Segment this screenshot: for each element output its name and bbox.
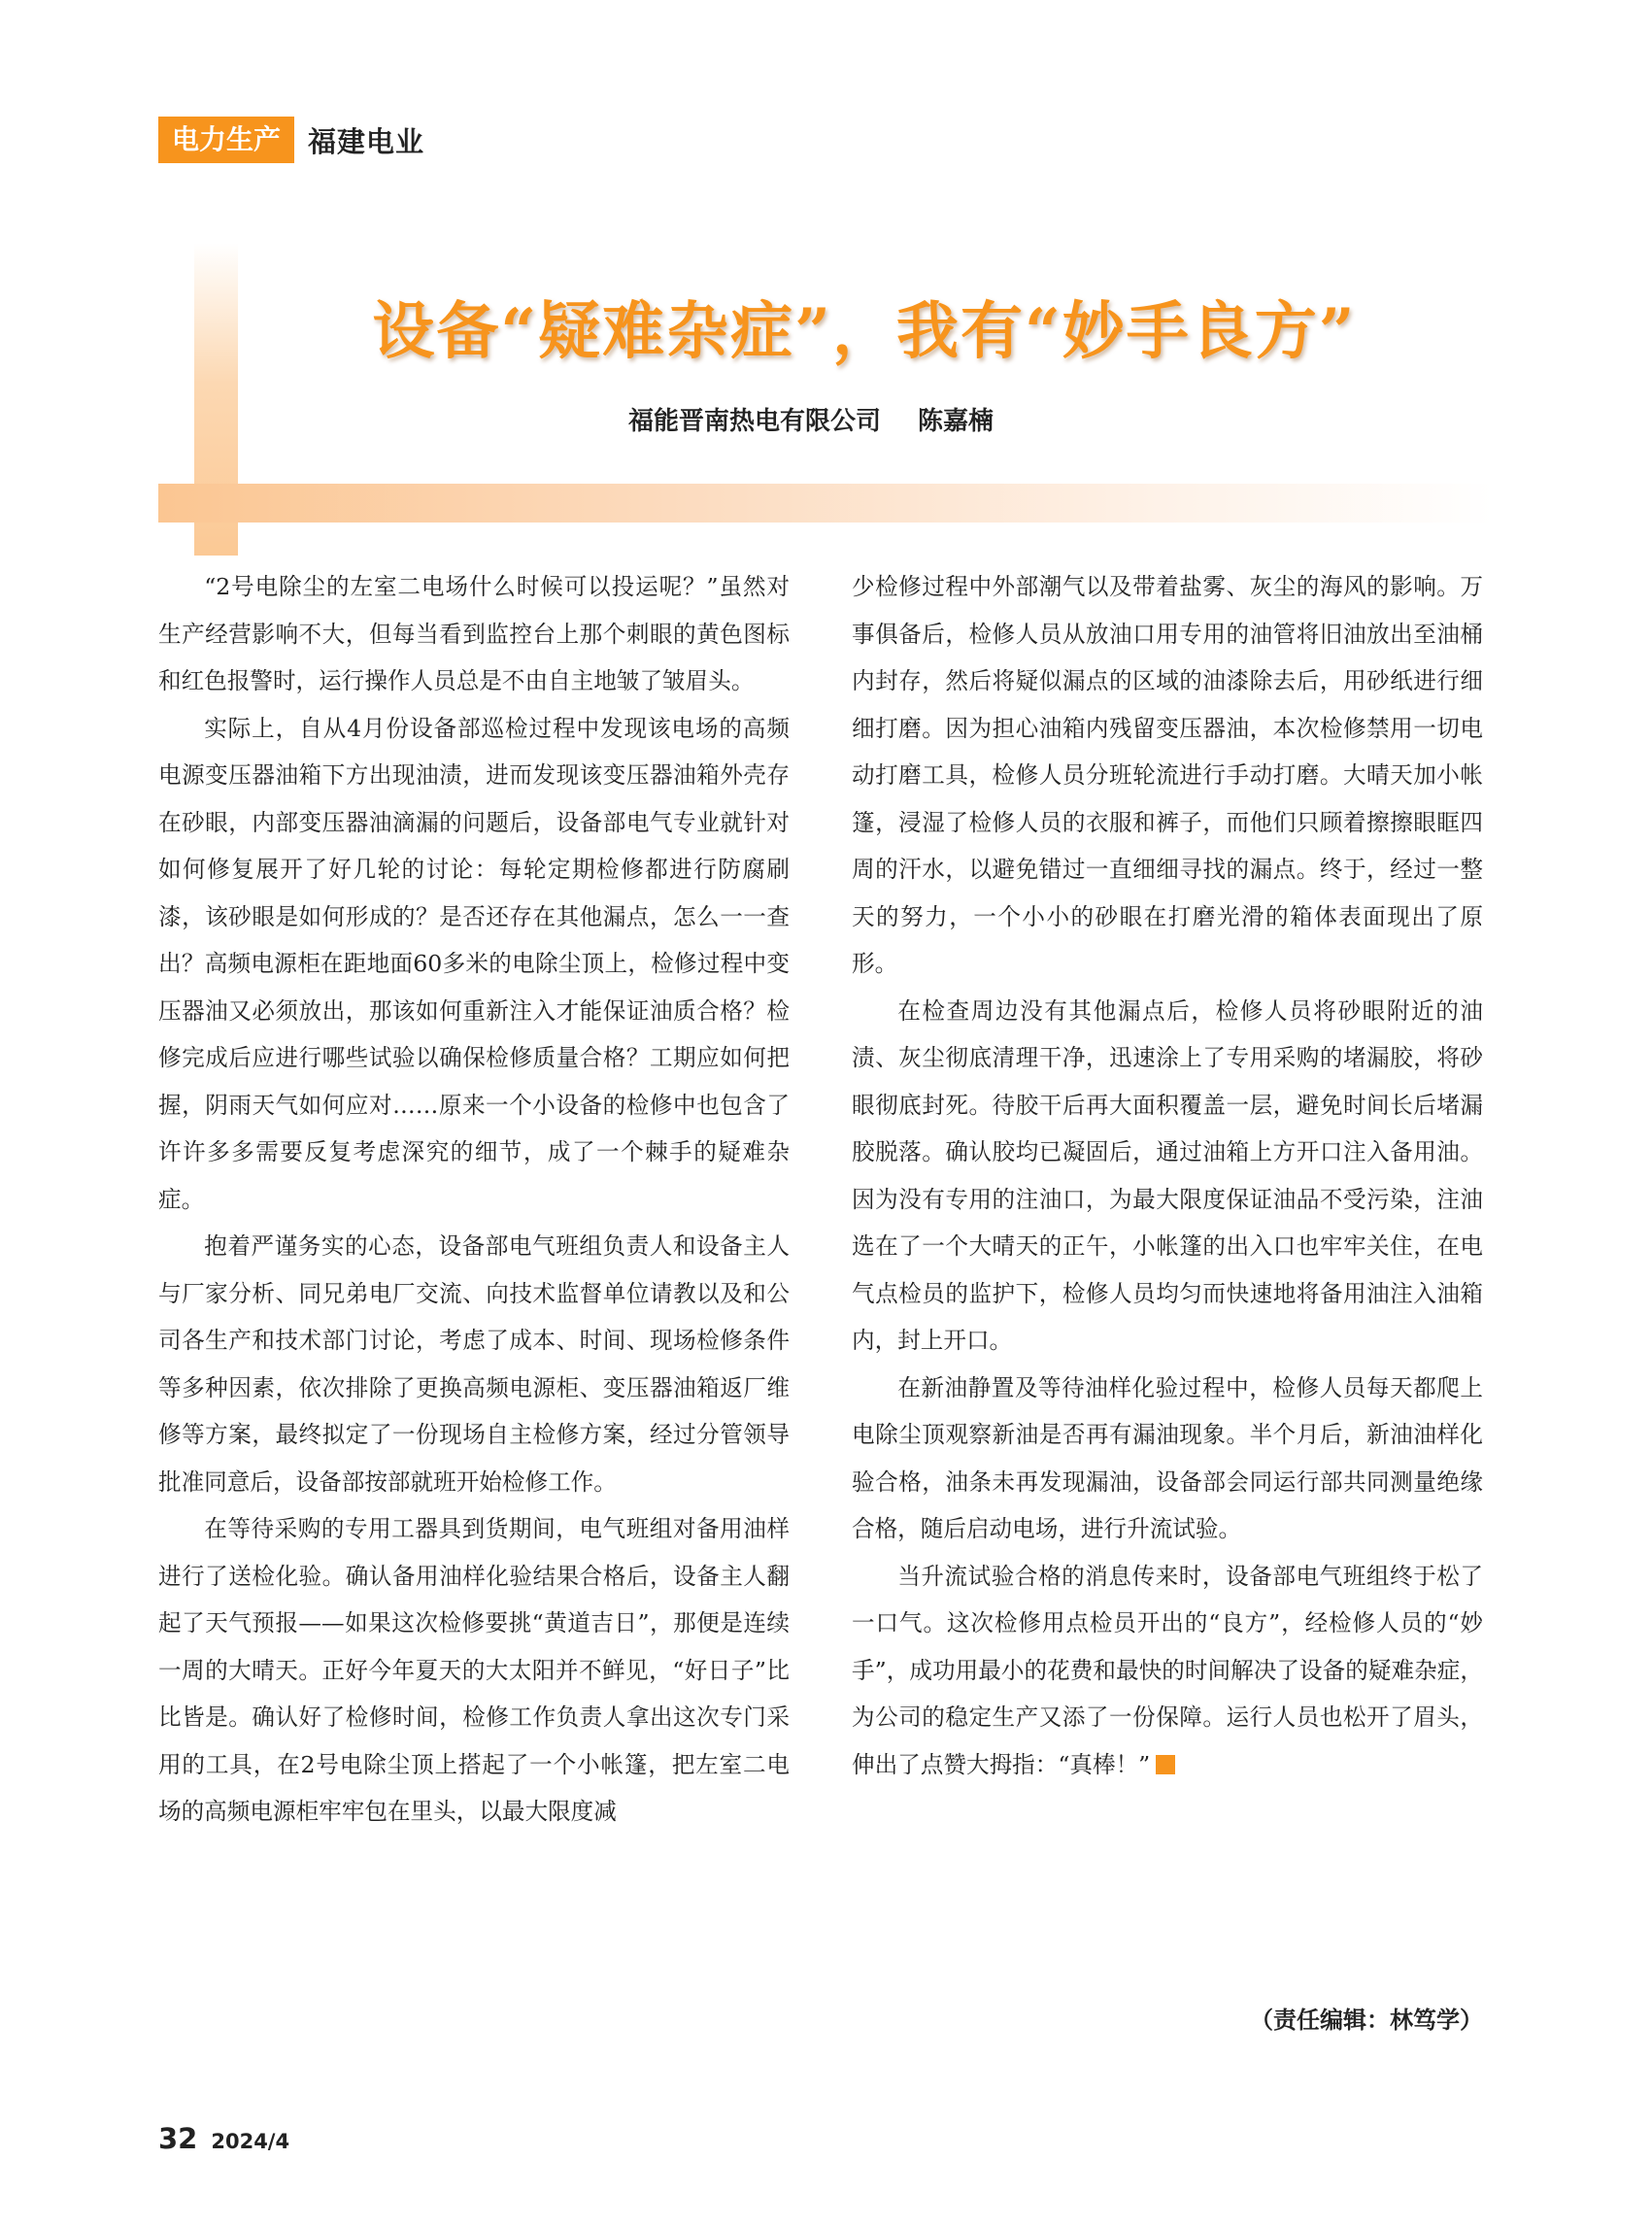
journal-name: 福建电业 (308, 124, 425, 158)
editor-note: （责任编辑：林笃学） (1250, 2007, 1483, 2034)
section-header (158, 117, 424, 163)
author-company: 福能晋南热电有限公司 (627, 407, 881, 436)
body-paragraph: 在等待采购的专用工器具到货期间，电气班组对备用油样进行了送检化验。确认备用油样化验结果合格后，设备主人翻起了天气预报——如果这次检修要挑“黄道吉日”，那便是连续一周的大晴天。正好今年夏天的大太阳并不鲜见，“好日子”比比皆是。确认好了检修时间，检修工作负责人拿出这次专门采用的工具，在2号电除尘顶上搭起了一个小帐篷，把左室二电场的高频电源柜牢牢包在里头，以最大限度减 (158, 1515, 790, 1825)
body-paragraph: 实际上，自从4月份设备部巡检过程中发现该电场的高频电源变压器油箱下方出现油渍，进而发现该变压器油箱外壳存在砂眼，内部变压器油滴漏的问题后，设备部电气专业就针对如何修复展开了好几轮的讨论：每轮定期检修都进行防腐刷漆，该砂眼是如何形成的？是否还存在其他漏点，怎么一一查出？高频电源柜在距地面60多米的电除尘顶上，检修过程中变压器油又必须放出，那该如何重新注入才能保证油质合格？检修完成后应进行哪些试验以确保检修质量合格？工期应如何把握，阴雨天气如何应对……原来一个小设备的检修中也包含了许许多多需要反复考虑深究的细节，成了一个棘手的疑难杂症。 (158, 714, 790, 1213)
author-name: 陈嘉楠 (918, 407, 995, 436)
body-paragraph: 抱着严谨务实的心态，设备部电气班组负责人和设备主人与厂家分析、同兄弟电厂交流、向技术监督单位请教以及和公司各生产和技术部门讨论，考虑了成本、时间、现场检修条件等多种因素，依次排除了更换高频电源柜、变压器油箱返厂维修等方案，最终拟定了一份现场自主检修方案，经过分管领导批准同意后，设备部按部就班开始检修工作。 (158, 1232, 790, 1496)
article-byline (291, 401, 1331, 437)
body-paragraph: 在检查周边没有其他漏点后，检修人员将砂眼附近的油渍、灰尘彻底清理干净，迅速涂上了专用采购的堵漏胶，将砂眼彻底封死。待胶干后再大面积覆盖一层，避免时间长后堵漏胶脱落。确认胶均已凝固后，通过油箱上方开口注入备用油。因为没有专用的注油口，为最大限度保证油品不受污染，注油选在了一个大晴天的正午，小帐篷的出入口也牢牢关住，在电气点检员的监护下，检修人员均匀而快速地将备用油注入油箱内，封上开口。 (852, 996, 1483, 1354)
section-tag: 电力生产 (158, 117, 294, 163)
body-paragraph-final (852, 1553, 1483, 1789)
body-column-right (852, 563, 1483, 1788)
decorative-horizontal-band (158, 484, 1494, 523)
body-paragraph-continued: 少检修过程中外部潮气以及带着盐雾、灰尘的海风的影响。万事俱备后，检修人员从放油口用专用的油管将旧油放出至油桶内封存，然后将疑似漏点的区域的油漆除去后，用砂纸进行细细打磨。因为担心油箱内残留变压器油，本次检修禁用一切电动打磨工具，检修人员分班轮流进行手动打磨。大晴天加小帐篷，浸湿了检修人员的衣服和裤子，而他们只顾着擦擦眼眶四周的汗水，以避免错过一直细细寻找的漏点。终于，经过一整天的努力，一个小小的砂眼在打磨光滑的箱体表面现出了原形。 (852, 573, 1483, 977)
body-paragraph: 在新油静置及等待油样化验过程中，检修人员每天都爬上电除尘顶观察新油是否再有漏油现象。半个月后，新油油样化验合格，油条未再发现漏油，设备部会同运行部共同测量绝缘合格，随后启动电场，进行升流试验。 (852, 1373, 1483, 1542)
page-footer (158, 2122, 289, 2155)
page-number: 32 (158, 2122, 198, 2155)
body-column-left (158, 563, 790, 1836)
issue-number: 2024/4 (211, 2130, 290, 2153)
final-paragraph-text: 当升流试验合格的消息传来时，设备部电气班组终于松了一口气。这次检修用点检员开出的“良方”，经检修人员的“妙手”，成功用最小的花费和最快的时间解决了设备的疑难杂症，为公司的稳定生产又添了一份保障。运行人员也松开了眉头，伸出了点赞大拇指：“真棒！” (852, 1562, 1483, 1778)
body-paragraph: “2号电除尘的左室二电场什么时候可以投运呢？”虽然对生产经营影响不大，但每当看到监控台上那个刺眼的黄色图标和红色报警时，运行操作人员总是不由自主地皱了皱眉头。 (158, 573, 790, 694)
article-title: 设备“疑难杂症”，我有“妙手良方” (372, 295, 1357, 368)
end-mark-icon (1156, 1755, 1175, 1774)
